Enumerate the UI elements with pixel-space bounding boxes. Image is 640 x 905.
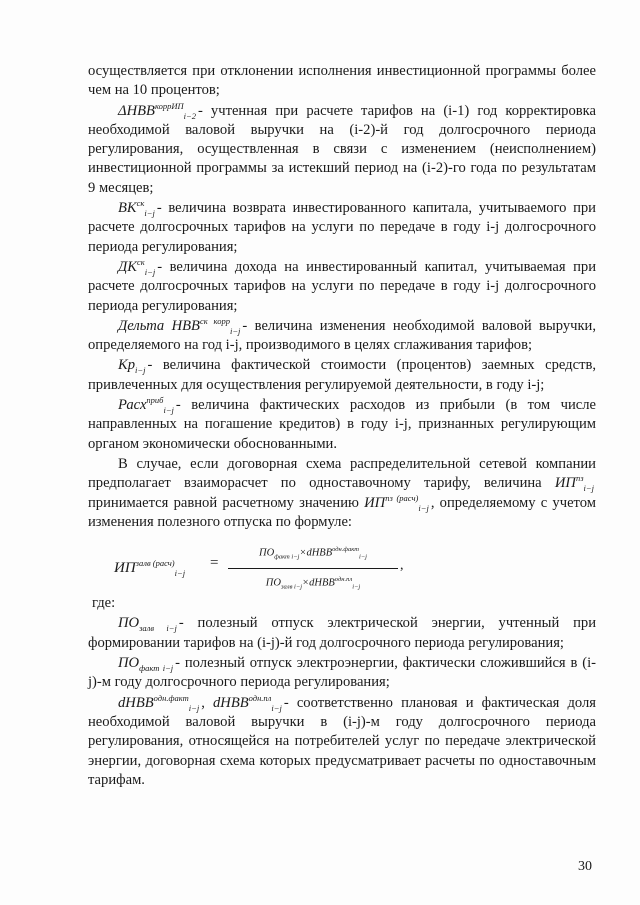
paragraph-8: В случае, если договорная схема распределительной сетевой компании предполагает взаиморасчет по одноставочному тарифу, величина $ИП^{пз}_{i-j}$ принимается равной расчетному значению $ИП^{пз (расч)}_{i-j}$ , определяемому с учетом изменения полезного отпуска по формуле: [88,455,596,530]
paragraph-6: $Кр_{i-j}$ - величина фактической стоимости (процентов) заемных средств, привлеченных для осуществления регулируемой деятельности, в году i-j; [88,357,596,393]
symbol-po-fakt: $ПО_{факт i-j}$ [118,655,174,673]
symbol-ip-rasch: $ИП^{пз (расч)}_{i-j}$ [364,492,429,513]
formula-fraction [228,540,398,597]
paragraph-5: Дельта $НВВ^{ск корр}_{i-j}$ - величина изменения необходимой валовой выручки, определяемого на год i-j, производимого в целях сглаживания тарифов; [88,316,596,354]
symbol-po-zalv: $ПО_{залв i-j}$ [118,615,177,634]
formula-equals: = [210,555,219,572]
paragraph-11: dНВВ$^{одн.факт}_{i-j}$ , dНВВ$^{одн.пл}_{i-j}$ - соответственно плановая и фактическая доля необходимой валовой выручки в (i-j)-м году долгосрочного периода регулирования, относящейся на потребителей услуг по передаче электрической энергии, договорная схема которых предусматривает расчеты по одноставочным тарифам. [88,692,597,788]
symbol-rash: Расх$^{приб}_{i-j}$ [118,395,174,415]
body-text [88,62,596,791]
symbol-kr: $Кр_{i-j}$ [118,357,146,376]
symbol-delta-nvv: Дельта $НВВ^{ск корр}_{i-j}$ [118,316,241,336]
symbol-dnvv: $\Delta НВВ^{коррИП}_{i-2}$ [118,100,196,121]
paragraph-2: $\Delta НВВ^{коррИП}_{i-2}$ - учтенная при расчете тарифов на (i-1) год корректировка необходимой валовой выручки на (i-2)-й год долгосрочного периода регулирования, осуществленная в связи с изменением (неисполнением) инвестиционной программы за истекший период на (i-2)-го года по результатам 9 месяцев; [88,100,596,196]
page-number: 30 [578,859,592,874]
paragraph-7: Расх$^{приб}_{i-j}$ - величина фактических расходов из прибыли (в том числе направленных на погашение кредитов) в году i-j, признанных регулирующим органом экономически обоснованными. [88,395,596,452]
where-label: где: [92,595,116,612]
symbol-dnvv-odn-fakt: dНВВ$^{одн.факт}_{i-j}$ [118,692,200,713]
formula-denominator: $ПО_{залв i-j}\times dНВВ^{одн.пл}_{i-j}$ [265,576,361,591]
paragraph-1: осуществляется при отклонении исполнения инвестиционной программы более чем на 10 процентов; [88,63,596,99]
symbol-ip: $ИП^{пз}_{i-j}$ [554,473,594,494]
paragraph-3: $ВК^{ск}_{i-j}$ - величина возврата инвестированного капитала, учитываемого при расчете долгосрочных тарифов на услуги по передаче в году i-j долгосрочного периода регулирования; [88,198,596,255]
formula-lhs: $ИП^{залв (расч)}_{i-j}$ [114,558,186,579]
paragraph-4: $ДК^{ск}_{i-j}$ - величина дохода на инвестированный капитал, учитываемая при расчете долгосрочных тарифов на услуги по передаче в году i-j долгосрочного периода регулирования; [88,257,596,314]
paragraph-9: $ПО_{залв i-j}$ - полезный отпуск электрической энергии, учтенный при формировании тарифов на (i-j)-й год долгосрочного периода регулирования; [88,615,597,651]
formula-numerator: $ПО_{факт i-j}\times dНВВ^{одн.факт}_{i-j}$ [228,540,398,569]
symbol-vk: $ВК^{ск}_{i-j}$ [118,198,155,218]
symbol-dnvv-odn-pl: dНВВ$^{одн.пл}_{i-j}$ [212,692,282,713]
formula [88,540,596,591]
formula-comma: , [400,558,404,574]
symbol-dk: $ДК^{ск}_{i-j}$ [118,257,156,277]
paragraph-10: $ПО_{факт i-j}$ - полезный отпуск электроэнергии, фактически сложившийся в (i-j)-м году долгосрочного периода регулирования; [88,655,597,691]
